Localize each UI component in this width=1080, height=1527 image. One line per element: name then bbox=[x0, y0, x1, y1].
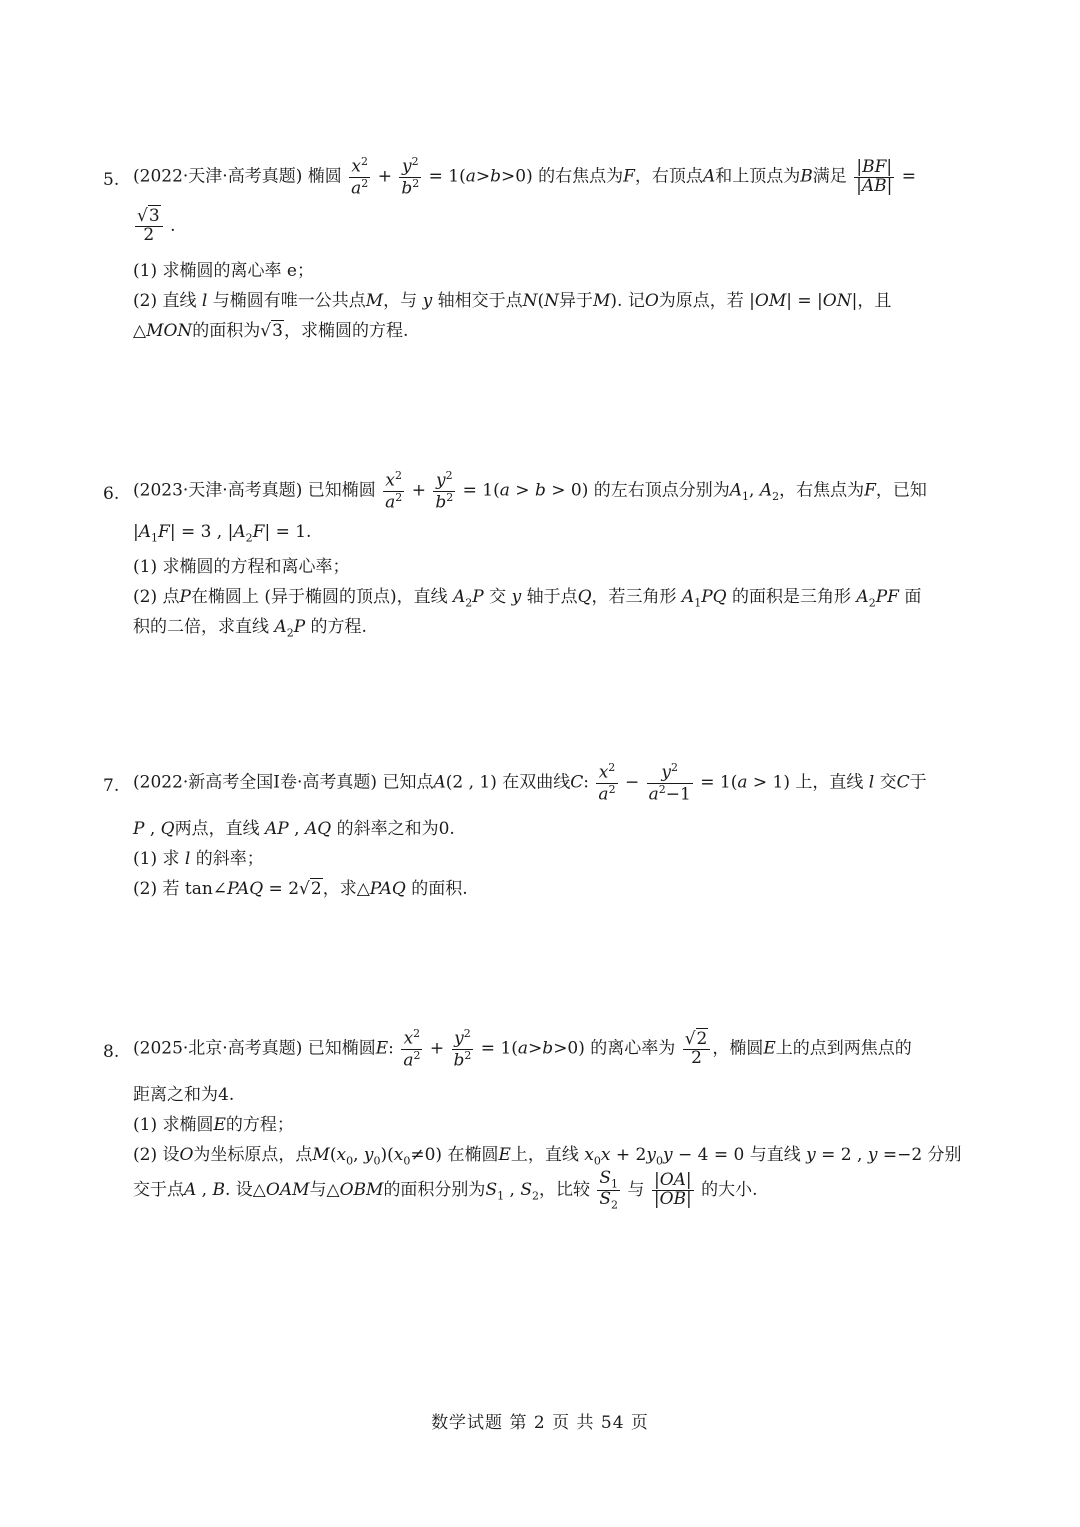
problem-line: (1) 求 l 的斜率； bbox=[133, 849, 264, 869]
problem-number: 5. bbox=[103, 170, 120, 190]
problem-line: (1) 求椭圆E的方程； bbox=[133, 1115, 294, 1135]
problem-line: (1) 求椭圆的方程和离心率； bbox=[133, 557, 350, 577]
problem-line: 交于点A , B. 设△OAM与△OBM的面积分别为$S_1$ , $S_2$，比较 $\frac{S_1}{S_2}$ 与 $\frac{|OA|}{|OB|}$ 的大小. bbox=[133, 1168, 758, 1212]
problem-line: 积的二倍，求直线 $A_2P$ 的方程. bbox=[133, 617, 367, 640]
problem-number: 7. bbox=[103, 776, 120, 796]
problem-line: (2) 若 tan∠PAQ = 2√2，求△PAQ 的面积. bbox=[133, 879, 468, 899]
problem-source: (2025·北京·高考真题) bbox=[133, 1038, 303, 1059]
problem-line: (1) 求椭圆的离心率 e； bbox=[133, 261, 314, 281]
page-footer: 数学试题 第 2 页 共 54 页 bbox=[431, 1413, 649, 1433]
problem-line: P , Q两点，直线 AP , AQ 的斜率之和为0. bbox=[133, 819, 455, 839]
problem-line: (2022·天津·高考真题) 椭圆 $\frac{x^2}{a^2}$ + $\frac{y^2}{b^2}$ = 1(a>b>0) 的右焦点为F，右顶点A和上顶点为B满足 $\frac{|BF|}{|AB|}$ = bbox=[133, 155, 917, 199]
problem-line: 距离之和为4. bbox=[133, 1085, 235, 1105]
problem-line: (2022·新高考全国Ⅰ卷·高考真题) 已知点A(2 , 1) 在双曲线C: $\frac{x^2}{a^2}$ − $\frac{y^2}{a^2-1}$ = 1(a > 1) 上，直线 l 交C于 bbox=[133, 761, 927, 805]
problem-line: (2025·北京·高考真题) 已知椭圆E: $\frac{x^2}{a^2}$ + $\frac{y^2}{b^2}$ = 1(a>b>0) 的离心率为 $\frac{√2}{2}$ ，椭圆E上的点到两焦点的 bbox=[133, 1027, 912, 1071]
problem-source: (2022·天津·高考真题) bbox=[133, 166, 303, 187]
problem-line: $|A_1F| = 3$ , $|A_2F| = 1$. bbox=[133, 522, 312, 545]
problem-line: (2) 设O为坐标原点，点$M(x_0$, $y_0)(x_0\ne 0)$ 在椭圆E上，直线 $x_0x + 2y_0y - 4 = 0$ 与直线 y = 2 , y =−2 分别 bbox=[133, 1145, 962, 1168]
problem-source: (2022·新高考全国Ⅰ卷·高考真题) bbox=[133, 772, 378, 793]
problem-line: $\frac{√3}{2}$ . bbox=[137, 206, 176, 245]
problem-line: △MON的面积为√3，求椭圆的方程. bbox=[133, 321, 409, 341]
problem-number: 6. bbox=[103, 484, 120, 504]
problem-line: (2) 直线 l 与椭圆有唯一公共点M，与 y 轴相交于点N(N异于M). 记O为原点，若 |OM| = |ON|，且 bbox=[133, 291, 892, 311]
problem-source: (2023·天津·高考真题) bbox=[133, 480, 303, 501]
problem-line: (2) 点P在椭圆上 (异于椭圆的顶点)，直线 $A_2P$ 交 y 轴于点Q，若三角形 $A_1PQ$ 的面积是三角形 $A_2PF$ 面 bbox=[133, 587, 922, 610]
problem-line: (2023·天津·高考真题) 已知椭圆 $\frac{x^2}{a^2}$ + $\frac{y^2}{b^2}$ = 1(a > b > 0) 的左右顶点分别为$A_1$, $A_2$，右焦点为F，已知 bbox=[133, 469, 927, 513]
problem-number: 8. bbox=[103, 1042, 120, 1062]
